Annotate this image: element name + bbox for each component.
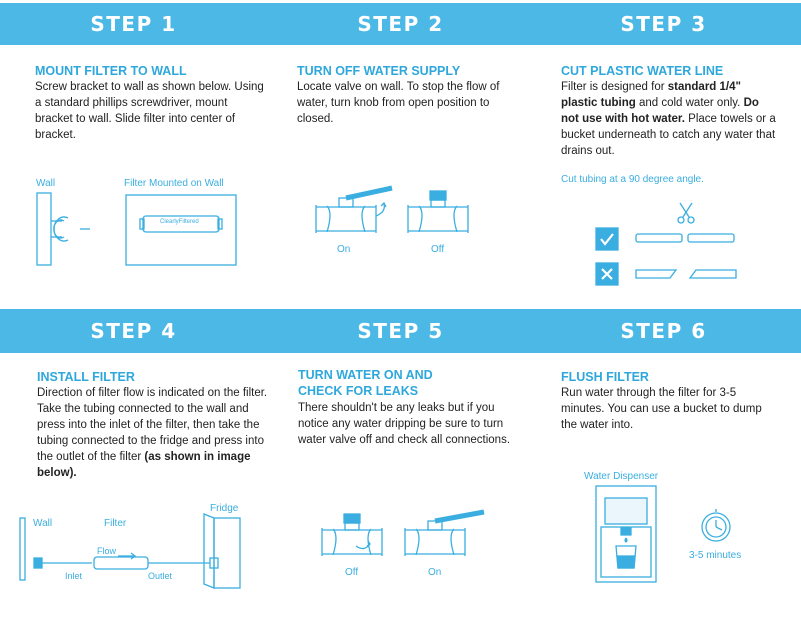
step-6-dispenser-label: Water Dispenser xyxy=(584,471,659,482)
clock-icon xyxy=(702,509,730,541)
step-5-on-label: On xyxy=(428,567,442,578)
step-3-note: Cut tubing at a 90 degree angle. xyxy=(561,174,704,185)
step-4-filter-label: Filter xyxy=(104,518,127,529)
dispenser-panel xyxy=(605,498,647,524)
step-3-body-bold-1: standard 1/4" plastic tubing xyxy=(561,81,741,109)
step-2-body: Locate valve on wall. To stop the flow of water, turn knob from open position to closed. xyxy=(297,81,500,125)
step-2-heading: TURN OFF WATER SUPPLY xyxy=(297,64,461,78)
step-6-time-label: 3-5 minutes xyxy=(689,550,742,561)
step-3-body-text-2: and cold water only. xyxy=(635,97,744,109)
step-3-body-text-3: Place towels or a bucket underneath to catch any water that drains out. xyxy=(561,113,776,157)
step-4-fridge-label: Fridge xyxy=(210,503,239,514)
step-5-body: There shouldn't be any leaks but if you notice any water dripping be sure to turn water valve off and check all connections. xyxy=(298,402,511,446)
step-5-heading-1: TURN WATER ON AND xyxy=(298,368,433,382)
step-4-body-bold: (as shown in image below). xyxy=(37,451,251,479)
step-2-off-label: Off xyxy=(431,244,445,255)
step-4-body-text: Direction of filter flow is indicated on the filter. Take the tubing connected to the wall and press into the inlet of the filter, then take the tubing connected to the fridge and press into the outlet of the filter xyxy=(37,387,268,463)
step-2-title: STEP 2 xyxy=(357,12,444,36)
step-3-title: STEP 3 xyxy=(620,12,707,36)
step-1-title: STEP 1 xyxy=(90,12,177,36)
step-1-mounted-label: Filter Mounted on Wall xyxy=(124,178,224,189)
step-1-body: Screw bracket to wall as shown below. Using a standard phillips screwdriver, mount bracket to wall. Slide filter into center of bracket. xyxy=(35,81,264,141)
step-3-body-bold-2: Do not use with hot water. xyxy=(561,97,759,125)
step-5-title: STEP 5 xyxy=(357,319,444,343)
step-4-wall-label: Wall xyxy=(33,518,53,529)
step-4-outlet-label: Outlet xyxy=(148,571,173,581)
step-1-heading: MOUNT FILTER TO WALL xyxy=(35,64,187,78)
step-5-off-label: Off xyxy=(345,567,359,578)
step-6-heading: FLUSH FILTER xyxy=(561,370,649,384)
step-3-heading: CUT PLASTIC WATER LINE xyxy=(561,64,724,78)
step-5-heading-2: CHECK FOR LEAKS xyxy=(298,384,419,398)
step-6-body: Run water through the filter for 3-5 minutes. You can use a bucket to dump the water into. xyxy=(561,387,762,431)
step-4-heading: INSTALL FILTER xyxy=(37,370,135,384)
step-4-title: STEP 4 xyxy=(90,319,177,343)
step-4-inlet-label: Inlet xyxy=(65,571,83,581)
step-4-flow-label: Flow xyxy=(97,546,117,556)
step-2-on-label: On xyxy=(337,244,351,255)
step-6-title: STEP 6 xyxy=(620,319,707,343)
step-3-body-text-1: Filter is designed for xyxy=(561,81,668,93)
step-1-wall-label: Wall xyxy=(36,178,56,189)
step-1-filter-brand: ClearlyFiltered xyxy=(160,219,199,225)
